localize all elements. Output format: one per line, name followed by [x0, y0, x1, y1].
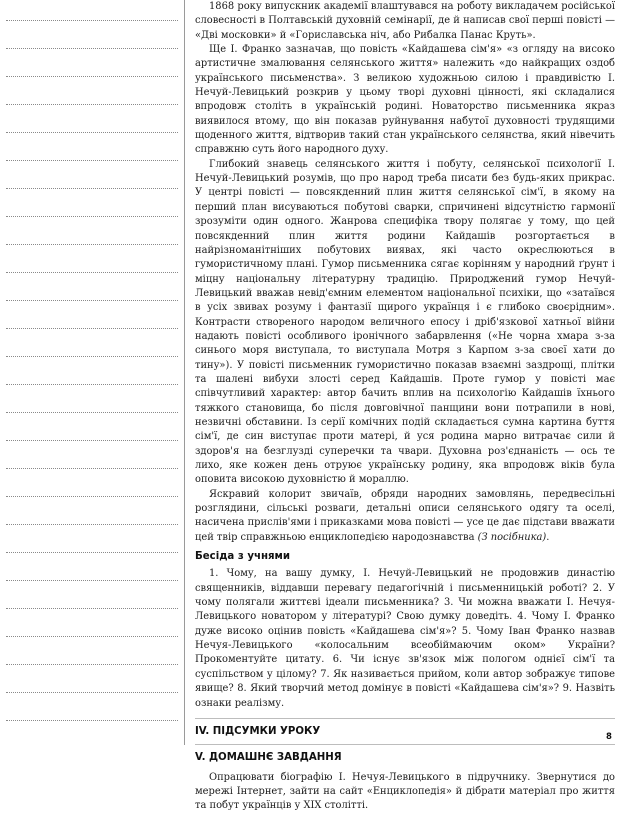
paragraph-franko-assessment: Ще І. Франко зазначав, що повість «Кайдашева сім'я» «з огляду на високо артистичне змалювання селянського життя» належить «до найкращих оздоб українського письменства». З великою художньою силою і правдивістю І. Нечуй-Левицький розкрив у цьому творі духовні цінності, які складалися впродовж століть в українській родині. Новаторство письменника якраз виявилося втому, що він показав руйнування набутої духовності трудящими щоденного життя, відтворив такий стан українського селянства, який нівечить справжню суть його народного духу. [195, 44, 615, 156]
note-line [6, 692, 178, 693]
note-line [6, 720, 178, 721]
margin-divider [184, 0, 185, 745]
note-line [6, 244, 178, 245]
note-line [6, 496, 178, 497]
homework-text: Опрацювати біографію І. Нечуя-Левицького в підручнику. Звернутися до мережі Інтернет, зайти на сайт «Енциклопедія» й дібрати матеріал про життя та побут українців у XIX столітті. [195, 771, 615, 812]
section-summary-heading: IV. ПІДСУМКИ УРОКУ [195, 718, 615, 744]
note-line [6, 160, 178, 161]
note-line [6, 356, 178, 357]
note-line [6, 440, 178, 441]
note-line [6, 104, 178, 105]
note-line [6, 664, 178, 665]
discussion-heading: Бесіда з учнями [195, 551, 291, 563]
note-line [6, 580, 178, 581]
note-line [6, 412, 178, 413]
discussion-questions: 1. Чому, на вашу думку, І. Нечуй-Левицький не продовжив династію священників, віддавши перевагу педагогічній і письменницькій роботі? 2. У чому полягали життєві ідеали письменника? 3. Чи можна вважати І. Нечуя-Левицького новатором у літературі? Свою думку доведіть. 4. Чому І. Франко дуже високо оцінив повість «Кайдашева сім'я»? 5. Чому Іван Франко назвав Нечуя-Левицького «колосальним всеобіймаючим оком» України? Прокоментуйте цитату. 6. Чи існує зв'язок між пологом однієї сім'ї та суспільством у цілому? 7. Як називається прийом, коли автор зображує типове явище? 8. Який творчий метод домінує в повісті «Кайдашева сім'я»? 9. Назвіть ознаки реалізму. [195, 568, 615, 709]
paragraph-biography: 1868 року випускник академії влаштувався на роботу викладачем російської словесності в Полтавській духовній семінарії, де й написав свої перші повісті — «Дві московки» й «Гориславська ніч, або Рибалка Панас Круть». [195, 1, 615, 41]
paragraph-ethnography: Яскравий колорит звичаїв, обряди народних замовлянь, передвесільні розглядини, сільські розваги, детальні описи селянського одягу та оселі, насичена прислів'ями і приказками мова повісті — усе це дає підстави вважати цей твір справжньою енциклопедією народознавства (З посібника). [195, 488, 615, 543]
paragraph-humor: Глибокий знавець селянського життя і побуту, селянської психології І. Нечуй-Левицький розумів, що про народ треба писати без будь-яких прикрас. У центрі повісті — повсякденний плин життя селянської сім'ї, в якому на перший план висуваються побутові сварки, спричинені відсутністю гармонії зрозуміти один одного. Жанрова специфіка твору полягає у тому, що цей повсякденний плин життя родини Кайдашів розгортається в найрізноманітніших побутових виявах, які часто окреслюються в гумористичному плані. Гумор письменника сягає корінням у народний ґрунт і міцну національну літературну традицію. Природжений гумор Нечуй-Левицький вважав невід'ємним елементом національної психіки, що «затаївся в усіх звивах розуму і фантазії щирого українця і є глибоко своєрідним». Контрасти створеного народом величного епосу і дріб'язкової хатньої війни надають повісті особливого іронічного забарвлення («Не чорна хмара з-за синього моря виступала, то виступала Мотря з Карпом з-за своєї хати до тину»). У повісті письменник гумористично показав взаємні заздрощі, плітки та шалені вибухи злості серед Кайдашів. Проте гумор у повісті має співчутливий характер: автор бачить вплив на психологію Кайдашів їхнього тяжкого становища, бо після довговічної панщини вони потрапили в нові, незвичні обставини. Із серії комічних подій складається сумна картина буття сім'ї, де син виступає проти матері, й уся родина марно витрачає сили й здоров'я на безглузді суперечки та чвари. Духовна роз'єднаність — ось те лихо, яке кожен день отруює українську родину, яка впродовж віків була оповита високою духовністю й мораллю. [195, 158, 615, 486]
note-line [6, 132, 178, 133]
note-line [6, 328, 178, 329]
paragraph-ethnography-text: Яскравий колорит звичаїв, обряди народних замовлянь, передвесільні розглядини, сільські розваги, детальні описи селянського одягу та оселі, насичена прислів'ями і приказками мова повісті — усе це дає підстави вважати цей твір справжньою енциклопедією народознавства [195, 488, 615, 543]
note-line [6, 76, 178, 77]
note-line [6, 272, 178, 273]
note-line [6, 552, 178, 553]
note-line [6, 48, 178, 49]
source-note: (З посібника) [477, 531, 547, 543]
notes-margin [0, 0, 180, 745]
note-line [6, 300, 178, 301]
note-line [6, 608, 178, 609]
main-text [195, 0, 615, 814]
section-homework-heading: V. ДОМАШНЄ ЗАВДАННЯ [195, 744, 615, 770]
page-number: 8 [606, 732, 612, 742]
note-line [6, 384, 178, 385]
note-line [6, 20, 178, 21]
note-line [6, 524, 178, 525]
note-line [6, 216, 178, 217]
note-line [6, 188, 178, 189]
note-line [6, 636, 178, 637]
note-line [6, 468, 178, 469]
